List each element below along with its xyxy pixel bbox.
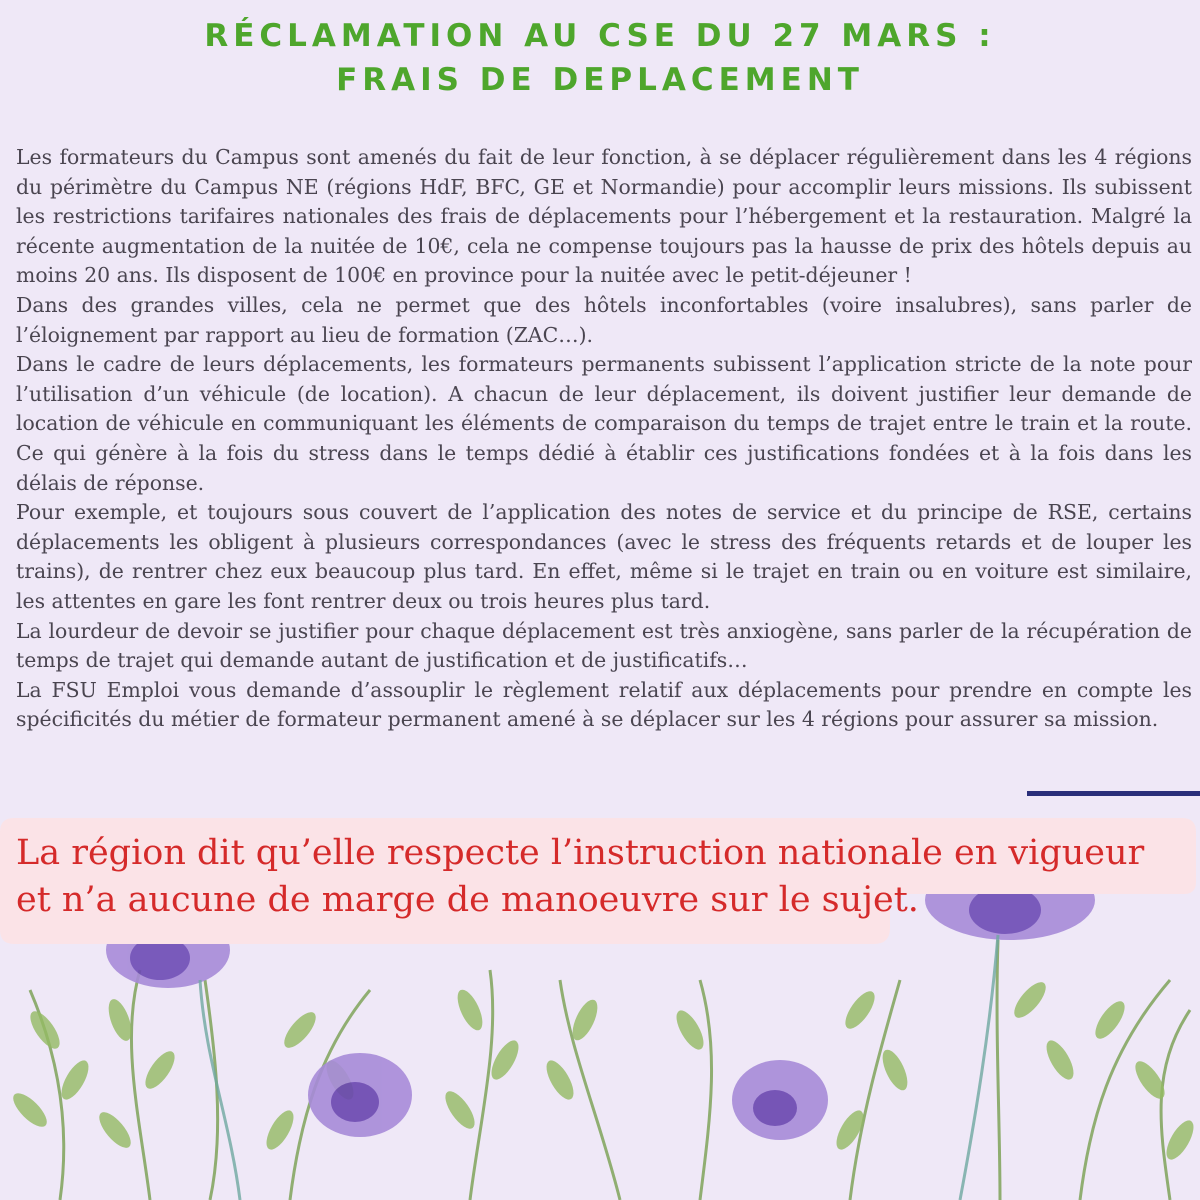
paragraph: Dans le cadre de leurs déplacements, les formateurs permanents subissent l’application stricte de la note pour l’utilisation d’un véhicule (de location). A chacun de leur déplacement, ils doivent justifier leur demande de location de véhicule en communiquant les éléments de comparaison du temps de trajet entre le train et la route. Ce qui génère à la fois du stress dans le temps dédié à établir ces justifications fondées et à la fois dans les délais de réponse. — [16, 352, 1192, 495]
paragraph: Pour exemple, et toujours sous couvert de l’application des notes de service et du principe de RSE, certains déplacements les obligent à plusieurs correspondances (avec le stress des fréquents retards et de louper les trains), de rentrer chez eux beaucoup plus tard. En effet, même si le trajet en train ou en voiture est similaire, les attentes en gare les font rentrer deux ou trois heures plus tard. — [16, 500, 1192, 613]
callout-text: La région dit qu’elle respecte l’instruction nationale en vigueur et n’a aucune de marge de manoeuvre sur le sujet. — [16, 833, 1145, 920]
paragraph: Dans des grandes villes, cela ne permet que des hôtels inconfortables (voire insalubres), sans parler de l’éloignement par rapport au lieu de formation (ZAC…). — [16, 292, 1192, 347]
page-title — [0, 14, 1200, 102]
paragraph: La FSU Emploi vous demande d’assouplir le règlement relatif aux déplacements pour prendre en compte les spécificités du métier de formateur permanent amené à se déplacer sur les 4 régions pour assurer sa mission. — [16, 677, 1192, 732]
callout — [0, 818, 1196, 944]
title-line-2: FRAIS DE DEPLACEMENT — [336, 62, 864, 98]
paragraph: La lourdeur de devoir se justifier pour chaque déplacement est très anxiogène, sans parler de la récupération de temps de trajet qui demande autant de justification et de justificatifs… — [16, 618, 1192, 673]
paragraph: Les formateurs du Campus sont amenés du fait de leur fonction, à se déplacer régulièrement dans les 4 régions du périmètre du Campus NE (régions HdF, BFC, GE et Normandie) pour accomplir leurs missions. Ils subissent les restrictions tarifaires nationales des frais de déplacements pour l’hébergement et la restauration. Malgré la récente augmentation de la nuitée de 10€, cela ne compense toujours pas la hausse de prix des hôtels depuis au moins 20 ans. Ils disposent de 100€ en province pour la nuitée avec le petit-déjeuner ! — [16, 145, 1192, 288]
divider — [1027, 791, 1200, 796]
title-line-1: RÉCLAMATION AU CSE DU 27 MARS : — [204, 18, 996, 54]
body-text — [16, 143, 1192, 735]
